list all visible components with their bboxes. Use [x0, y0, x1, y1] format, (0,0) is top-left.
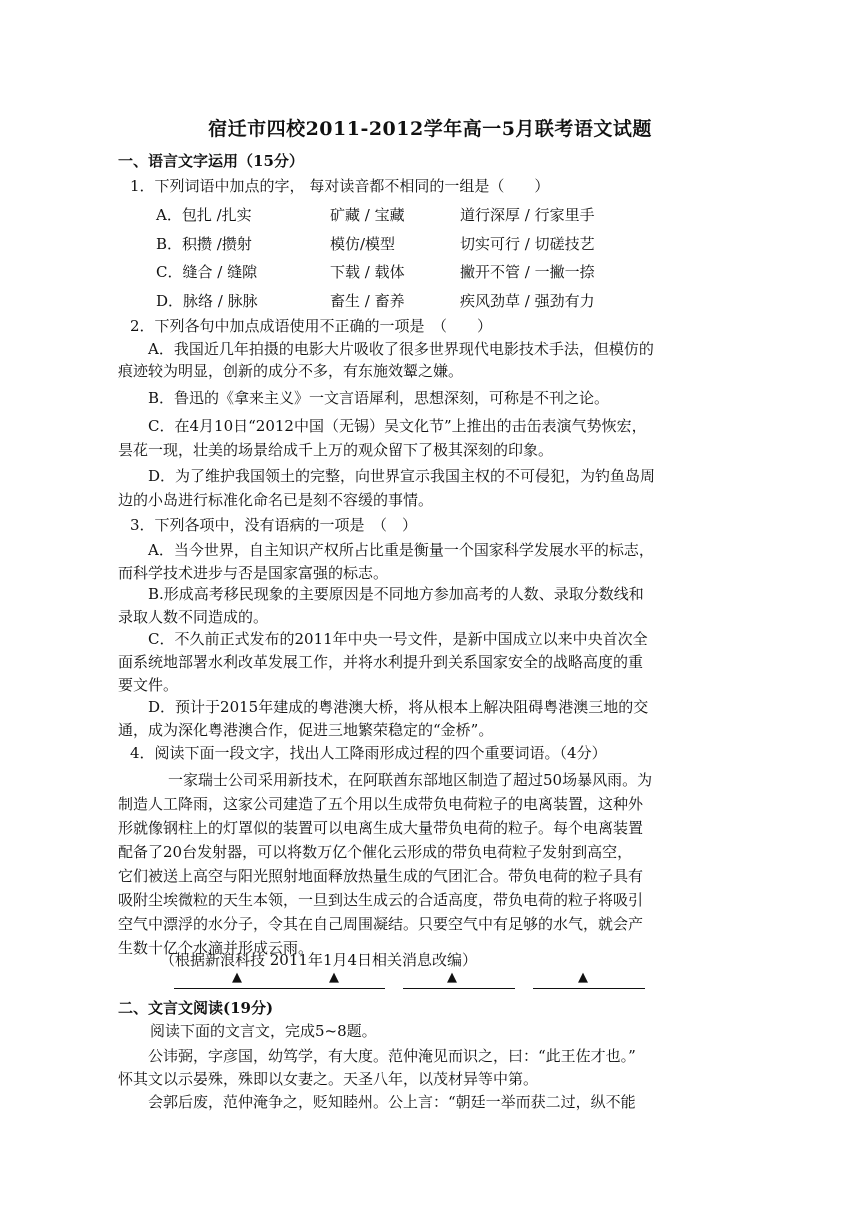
q1-option-b-col3: 切实可行 / 切磋技艺	[460, 235, 595, 253]
q1-option-b-col2: 模仿/模型	[330, 235, 396, 253]
q1-option-d-col1: D．脉络 / 脉脉	[156, 292, 258, 310]
q2-line: A．我国近几年拍摄的电影大片吸收了很多世界现代电影技术手法，但模仿的	[148, 340, 654, 358]
q4-passage-line: 它们被送上高空与阳光照射地面释放热量生成的气团汇合。带负电荷的粒子具有	[118, 867, 644, 885]
q2-line: D．为了维护我国领土的完整，向世界宣示我国主权的不可侵犯，为钓鱼岛周	[148, 467, 656, 485]
q2-line: 昙花一现，壮美的场景给成千上万的观众留下了极其深刻的印象。	[118, 441, 554, 459]
blank-marker-4: ▲	[578, 970, 588, 985]
section-2-heading: 二、文言文阅读(19分)	[118, 999, 274, 1017]
classical-text-line: 公讳弼，字彦国，幼笃学，有大度。范仲淹见而识之，曰：“此王佐才也。”	[148, 1047, 636, 1065]
q4-passage-line: 生数十亿个水滴并形成云雨。	[118, 939, 314, 957]
q2-line: B．鲁迅的《拿来主义》一文言语犀利，思想深刻，可称是不刊之论。	[148, 389, 610, 407]
classical-text-line: 会郭后废，范仲淹争之，贬知睦州。公上言：“朝廷一举而获二过，纵不能	[148, 1093, 636, 1111]
q1-option-a-col1: A．包扎 /扎实	[156, 206, 252, 224]
answer-blank-1[interactable]	[174, 988, 286, 989]
q3-stem: 3．下列各项中，没有语病的一项是 （ ）	[130, 516, 418, 534]
q1-option-a-col2: 矿藏 / 宝藏	[330, 206, 405, 224]
q1-option-d-col3: 疾风劲草 / 强劲有力	[460, 292, 595, 310]
answer-blank-2[interactable]	[273, 988, 385, 989]
q4-passage-line: 吸附尘埃微粒的天生本领，一旦到达生成云的合适高度，带负电荷的粒子将吸引	[118, 891, 644, 909]
q4-passage-line: 形就像钢柱上的灯罩似的装置可以电离生成大量带负电荷的粒子。每个电离装置	[118, 819, 644, 837]
q1-option-c-col2: 下载 / 载体	[330, 263, 405, 281]
q2-line: 边的小岛进行标准化命名已是刻不容缓的事情。	[118, 491, 434, 509]
q1-option-a-col3: 道行深厚 / 行家里手	[460, 206, 595, 224]
q4-source-note: （根据新浪科技 2011年1月4日相关消息改编）	[160, 951, 478, 969]
blank-marker-2: ▲	[329, 970, 339, 985]
q4-passage-line: 一家瑞士公司采用新技术，在阿联酋东部地区制造了超过50场暴风雨。为	[168, 771, 653, 789]
q2-line: 痕迹较为明显，创新的成分不多，有东施效颦之嫌。	[118, 362, 464, 380]
q3-line: 而科学技术进步与否是国家富强的标志。	[118, 564, 389, 582]
q1-option-c-col1: C．缝合 / 缝隙	[156, 263, 258, 281]
q1-option-b-col1: B．积攒 /攒射	[156, 235, 252, 253]
q1-option-c-col3: 撇开不管 / 一撇一捺	[460, 263, 595, 281]
section-1-heading: 一、语言文字运用（15分）	[118, 152, 304, 170]
answer-blank-3[interactable]	[403, 988, 515, 989]
classical-text-line: 怀其文以示晏殊，殊即以女妻之。天圣八年，以茂材异等中第。	[118, 1070, 539, 1088]
q4-passage-line: 空气中漂浮的水分子，令其在自己周围凝结。只要空气中有足够的水气，就会产	[118, 915, 644, 933]
blank-marker-3: ▲	[447, 970, 457, 985]
q4-stem: 4．阅读下面一段文字，找出人工降雨形成过程的四个重要词语。（4分）	[130, 744, 607, 762]
blank-marker-1: ▲	[232, 970, 242, 985]
q3-line: 通，成为深化粤港澳合作，促进三地繁荣稳定的“金桥”。	[118, 721, 494, 739]
q3-line: C．不久前正式发布的2011年中央一号文件，是新中国成立以来中央首次全	[148, 630, 648, 648]
q1-option-d-col2: 畜生 / 畜养	[330, 292, 405, 310]
answer-blank-4[interactable]	[533, 988, 645, 989]
q2-stem: 2．下列各句中加点成语使用不正确的一项是 （ ）	[130, 317, 493, 335]
page-title: 宿迁市四校2011-2012学年高一5月联考语文试题	[208, 118, 652, 140]
q3-line: 录取人数不同造成的。	[118, 608, 269, 626]
q2-line: C．在4月10日“2012中国（无锡）吴文化节”上推出的击缶表演气势恢宏，	[148, 417, 647, 435]
q3-line: A．当今世界，自主知识产权所占比重是衡量一个国家科学发展水平的标志，	[148, 541, 654, 559]
q1-stem: 1．下列词语中加点的字， 每对读音都不相同的一组是（ ）	[130, 177, 550, 195]
q3-line: B.形成高考移民现象的主要原因是不同地方参加高考的人数、录取分数线和	[148, 585, 644, 603]
q3-line: 要文件。	[118, 676, 179, 694]
q4-passage-line: 制造人工降雨，这家公司建造了五个用以生成带负电荷粒子的电离装置，这种外	[118, 795, 644, 813]
q3-line: 面系统地部署水利改革发展工作，并将水利提升到关系国家安全的战略高度的重	[118, 653, 644, 671]
section-2-intro: 阅读下面的文言文，完成5~8题。	[150, 1022, 377, 1040]
q3-line: D．预计于2015年建成的粤港澳大桥，将从根本上解决阻碍粤港澳三地的交	[148, 698, 649, 716]
q4-passage-line: 配备了20台发射器，可以将数万亿个催化云形成的带负电荷粒子发射到高空，	[118, 843, 633, 861]
